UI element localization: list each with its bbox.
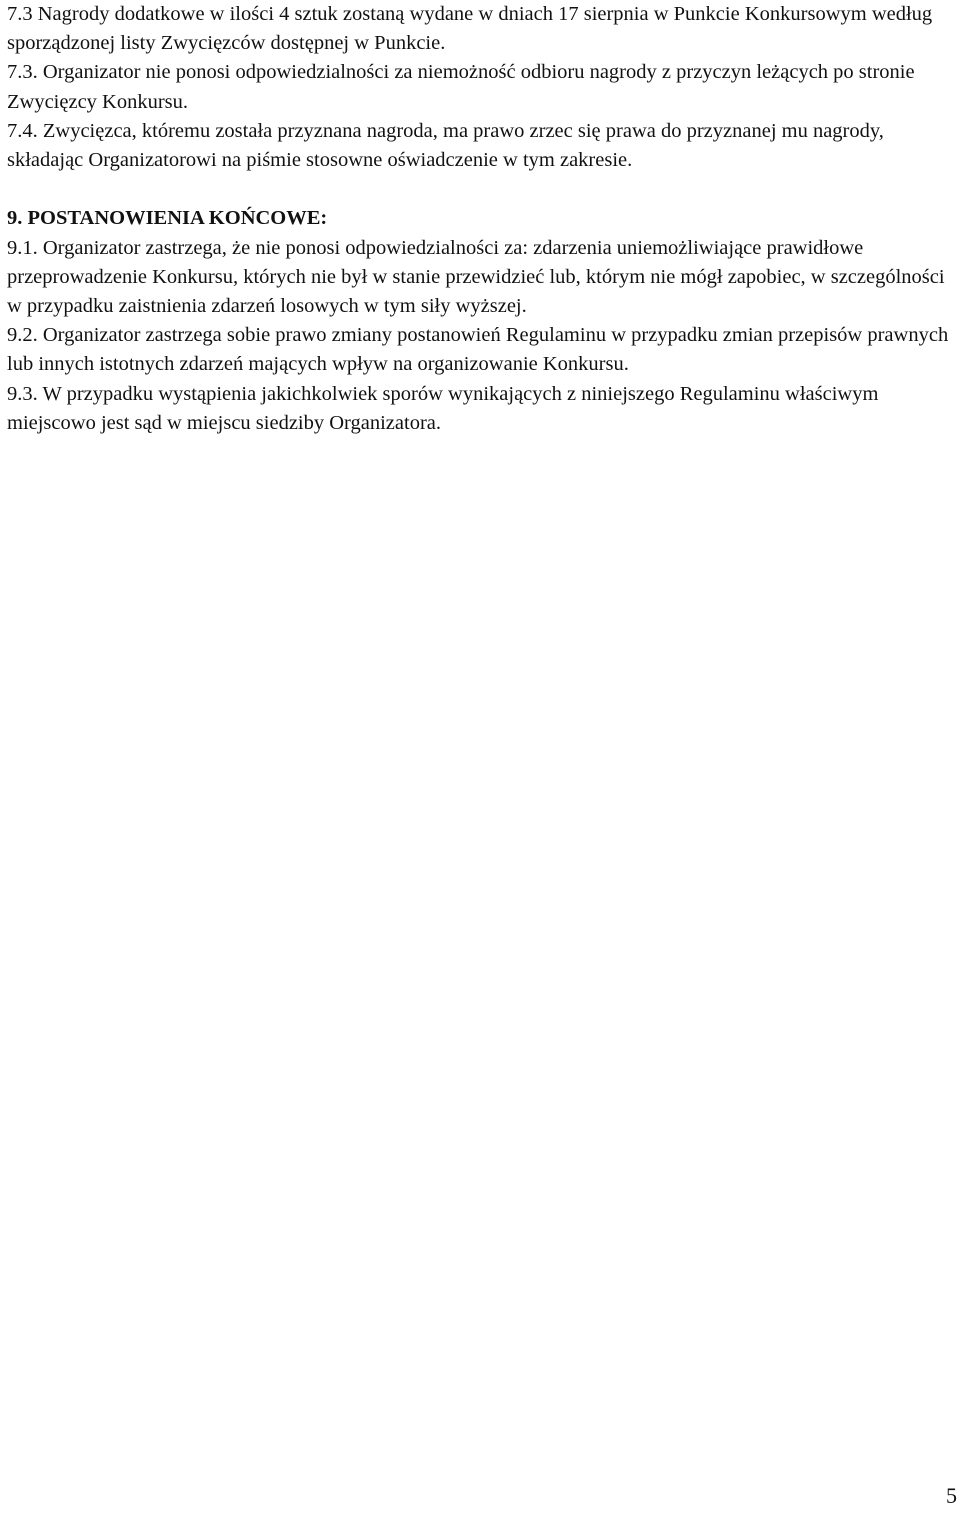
paragraph-7-4-waiver bbox=[7, 117, 955, 175]
paragraph-9-3 bbox=[7, 380, 955, 438]
paragraph-number: 9.2. bbox=[7, 324, 38, 347]
paragraph-number: 7.3. bbox=[7, 61, 38, 84]
paragraph-text: Organizator zastrzega, że nie ponosi odpowiedzialności za: zdarzenia uniemożliwiające prawidłowe przeprowadzenie Konkursu, których nie był w stanie przewidzieć lub, którym nie mógł zapobiec, w szczególności w przypadku zaistnienia zdarzeń losowych w tym siły wyższej. bbox=[7, 236, 945, 318]
paragraph-text: Organizator zastrzega sobie prawo zmiany postanowień Regulaminu w przypadku zmian przepisów prawnych lub innych istotnych zdarzeń mających wpływ na organizowanie Konkursu. bbox=[7, 324, 949, 376]
paragraph-text: Nagrody dodatkowe w ilości 4 sztuk zostaną wydane w dniach 17 sierpnia w Punkcie Konkursowym według sporządzonej listy Zwycięzców dostępnej w Punkcie. bbox=[7, 3, 933, 55]
document-body bbox=[7, 0, 955, 438]
paragraph-number: 9.1. bbox=[7, 236, 38, 259]
paragraph-7-3-liability bbox=[7, 58, 955, 116]
paragraph-number: 7.4. bbox=[7, 119, 38, 142]
paragraph-number: 9.3. bbox=[7, 382, 38, 405]
paragraph-9-1 bbox=[7, 234, 955, 322]
paragraph-7-3-prizes bbox=[7, 0, 955, 58]
page-number: 5 bbox=[946, 1483, 957, 1508]
paragraph-9-2 bbox=[7, 321, 955, 379]
paragraph-text: Organizator nie ponosi odpowiedzialności za niemożność odbioru nagrody z przyczyn leżących po stronie Zwycięzcy Konkursu. bbox=[7, 61, 915, 113]
paragraph-number: 7.3 bbox=[7, 3, 33, 25]
section-spacer bbox=[7, 175, 955, 204]
paragraph-text: W przypadku wystąpienia jakichkolwiek sporów wynikających z niniejszego Regulaminu właściwym miejscowo jest sąd w miejscu siedziby Organizatora. bbox=[7, 382, 879, 434]
section-heading-final-provisions: 9. POSTANOWIENIA KOŃCOWE: bbox=[7, 207, 328, 230]
paragraph-text: Zwycięzca, któremu została przyznana nagroda, ma prawo zrzec się prawa do przyznanej mu nagrody, składając Organizatorowi na piśmie stosowne oświadczenie w tym zakresie. bbox=[7, 119, 884, 172]
